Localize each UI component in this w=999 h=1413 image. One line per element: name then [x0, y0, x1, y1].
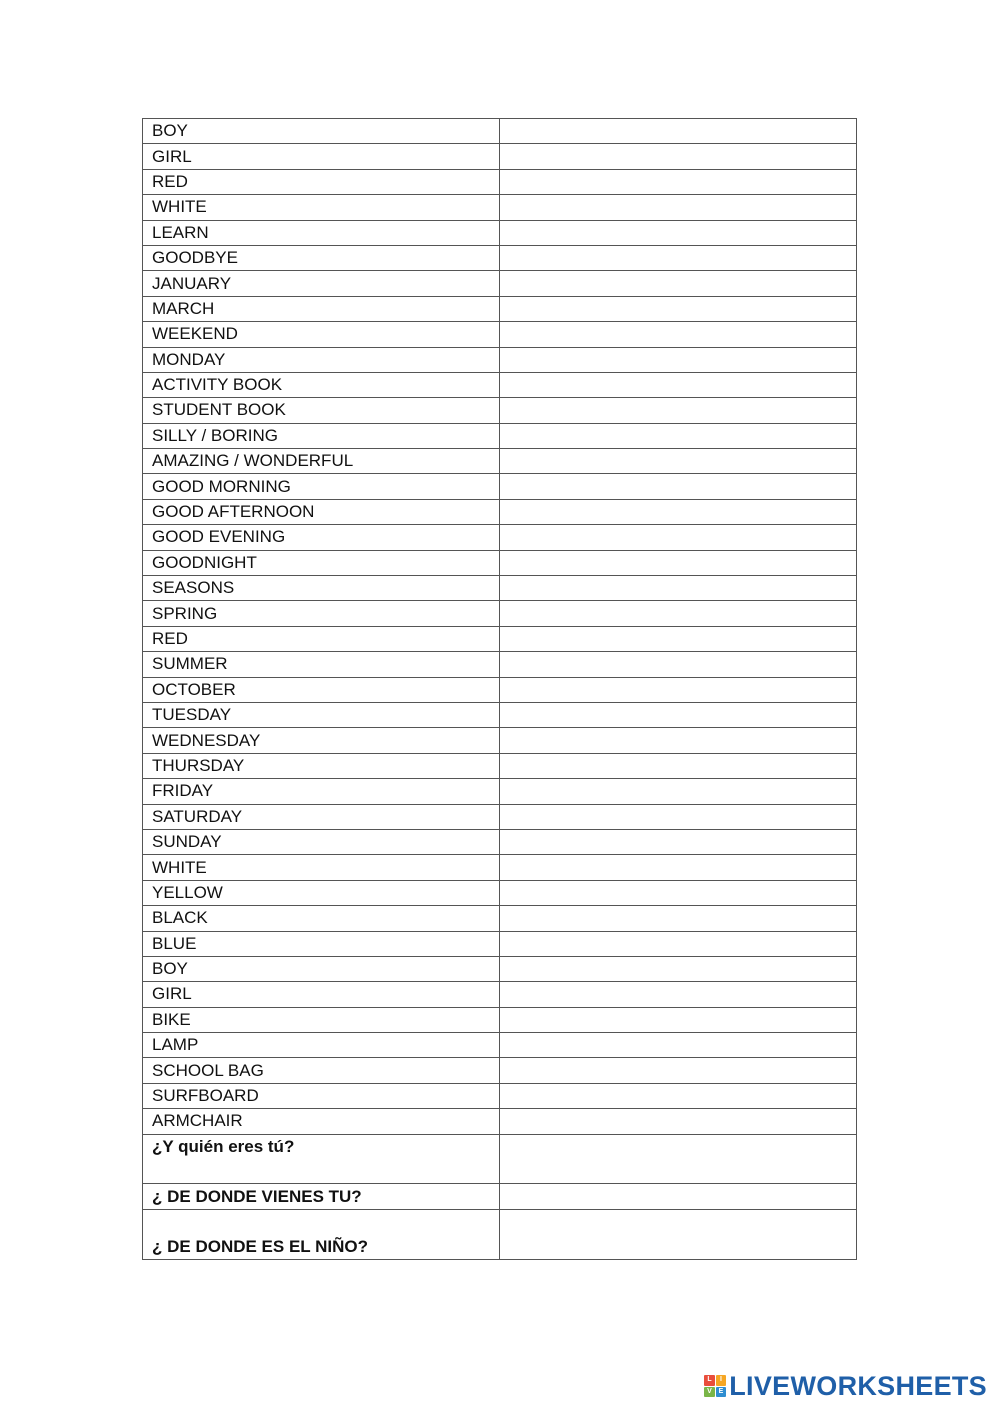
table-row: [143, 982, 857, 1007]
vocabulary-word: STUDENT BOOK: [143, 398, 500, 423]
logo-tile: L: [704, 1375, 715, 1386]
vocabulary-word: ¿Y quién eres tú?: [143, 1134, 500, 1184]
table-row: [143, 1007, 857, 1032]
answer-field[interactable]: [500, 779, 857, 804]
vocabulary-word: WEEKEND: [143, 322, 500, 347]
answer-field[interactable]: [500, 1109, 857, 1134]
table-row: [143, 702, 857, 727]
vocabulary-word: THURSDAY: [143, 753, 500, 778]
table-row: [143, 906, 857, 931]
answer-field[interactable]: [500, 855, 857, 880]
vocabulary-word: ¿ DE DONDE ES EL NIÑO?: [143, 1209, 500, 1259]
vocabulary-word: RED: [143, 626, 500, 651]
table-row: [143, 245, 857, 270]
table-row: [143, 322, 857, 347]
vocabulary-word: LAMP: [143, 1033, 500, 1058]
vocabulary-word: WEDNESDAY: [143, 728, 500, 753]
table-row: [143, 144, 857, 169]
table-row: [143, 474, 857, 499]
vocabulary-word: BLUE: [143, 931, 500, 956]
table-row: [143, 804, 857, 829]
table-row: [143, 956, 857, 981]
vocabulary-word: OCTOBER: [143, 677, 500, 702]
vocabulary-table: [142, 118, 857, 1260]
table-row: [143, 550, 857, 575]
vocabulary-word: GIRL: [143, 982, 500, 1007]
table-row: [143, 499, 857, 524]
vocabulary-word: WHITE: [143, 855, 500, 880]
vocabulary-word: BLACK: [143, 906, 500, 931]
table-row: [143, 347, 857, 372]
answer-field[interactable]: [500, 1058, 857, 1083]
vocabulary-word: FRIDAY: [143, 779, 500, 804]
vocabulary-word: SILLY / BORING: [143, 423, 500, 448]
answer-field[interactable]: [500, 829, 857, 854]
answer-field[interactable]: [500, 245, 857, 270]
table-row: [143, 1033, 857, 1058]
answer-field[interactable]: [500, 702, 857, 727]
liveworksheets-logo: [704, 1371, 987, 1401]
vocabulary-word: SPRING: [143, 601, 500, 626]
answer-field[interactable]: [500, 169, 857, 194]
vocabulary-word: AMAZING / WONDERFUL: [143, 449, 500, 474]
table-row: [143, 1184, 857, 1209]
vocabulary-word: GIRL: [143, 144, 500, 169]
answer-field[interactable]: [500, 601, 857, 626]
logo-tile: I: [716, 1375, 727, 1386]
answer-field[interactable]: [500, 982, 857, 1007]
answer-field[interactable]: [500, 1083, 857, 1108]
vocabulary-word: ACTIVITY BOOK: [143, 372, 500, 397]
answer-field[interactable]: [500, 296, 857, 321]
table-row: [143, 119, 857, 144]
vocabulary-word: LEARN: [143, 220, 500, 245]
answer-field[interactable]: [500, 423, 857, 448]
table-row: [143, 372, 857, 397]
table-row: [143, 423, 857, 448]
vocabulary-word: RED: [143, 169, 500, 194]
vocabulary-word: SEASONS: [143, 576, 500, 601]
vocabulary-word: GOODNIGHT: [143, 550, 500, 575]
vocabulary-word: BIKE: [143, 1007, 500, 1032]
answer-field[interactable]: [500, 271, 857, 296]
answer-field[interactable]: [500, 626, 857, 651]
table-row: [143, 220, 857, 245]
answer-field[interactable]: [500, 677, 857, 702]
table-row: [143, 576, 857, 601]
table-row: [143, 677, 857, 702]
table-row: [143, 296, 857, 321]
vocabulary-word: TUESDAY: [143, 702, 500, 727]
vocabulary-word: SCHOOL BAG: [143, 1058, 500, 1083]
vocabulary-word: SUMMER: [143, 652, 500, 677]
table-row: [143, 271, 857, 296]
vocabulary-word: ARMCHAIR: [143, 1109, 500, 1134]
answer-field[interactable]: [500, 195, 857, 220]
vocabulary-word: MONDAY: [143, 347, 500, 372]
table-row: [143, 601, 857, 626]
answer-field[interactable]: [500, 956, 857, 981]
answer-field[interactable]: [500, 347, 857, 372]
table-row: [143, 728, 857, 753]
answer-field[interactable]: [500, 220, 857, 245]
table-row: [143, 626, 857, 651]
vocabulary-word: YELLOW: [143, 880, 500, 905]
table-row: [143, 195, 857, 220]
vocabulary-word: SURFBOARD: [143, 1083, 500, 1108]
vocabulary-word: SUNDAY: [143, 829, 500, 854]
logo-tile: V: [704, 1387, 715, 1398]
table-row: [143, 880, 857, 905]
answer-field[interactable]: [500, 931, 857, 956]
vocabulary-word: ¿ DE DONDE VIENES TU?: [143, 1184, 500, 1209]
answer-field[interactable]: [500, 906, 857, 931]
table-row: [143, 931, 857, 956]
answer-field[interactable]: [500, 1184, 857, 1209]
answer-field[interactable]: [500, 499, 857, 524]
answer-field[interactable]: [500, 652, 857, 677]
answer-field[interactable]: [500, 550, 857, 575]
answer-field[interactable]: [500, 474, 857, 499]
table-row: [143, 1209, 857, 1259]
vocabulary-word: BOY: [143, 119, 500, 144]
answer-field[interactable]: [500, 144, 857, 169]
answer-field[interactable]: [500, 1134, 857, 1184]
table-row: [143, 398, 857, 423]
vocabulary-word: MARCH: [143, 296, 500, 321]
liveworksheets-logo-icon: [704, 1375, 726, 1397]
answer-field[interactable]: [500, 1007, 857, 1032]
table-row: [143, 652, 857, 677]
liveworksheets-wordmark: LIVEWORKSHEETS: [729, 1370, 987, 1401]
answer-field[interactable]: [500, 728, 857, 753]
vocabulary-word: BOY: [143, 956, 500, 981]
answer-field[interactable]: [500, 880, 857, 905]
vocabulary-table-body: [143, 119, 857, 1260]
table-row: [143, 1058, 857, 1083]
vocabulary-word: GOOD EVENING: [143, 525, 500, 550]
logo-tile: E: [716, 1387, 727, 1398]
vocabulary-word: SATURDAY: [143, 804, 500, 829]
vocabulary-word: WHITE: [143, 195, 500, 220]
answer-field[interactable]: [500, 398, 857, 423]
answer-field[interactable]: [500, 525, 857, 550]
answer-field[interactable]: [500, 1033, 857, 1058]
table-row: [143, 1083, 857, 1108]
answer-field[interactable]: [500, 322, 857, 347]
table-row: [143, 829, 857, 854]
vocabulary-word: GOODBYE: [143, 245, 500, 270]
table-row: [143, 753, 857, 778]
vocabulary-word: JANUARY: [143, 271, 500, 296]
table-row: [143, 1134, 857, 1184]
answer-field[interactable]: [500, 449, 857, 474]
answer-field[interactable]: [500, 804, 857, 829]
table-row: [143, 1109, 857, 1134]
answer-field[interactable]: [500, 1209, 857, 1259]
table-row: [143, 525, 857, 550]
table-row: [143, 449, 857, 474]
table-row: [143, 855, 857, 880]
answer-field[interactable]: [500, 576, 857, 601]
table-row: [143, 169, 857, 194]
vocabulary-word: GOOD AFTERNOON: [143, 499, 500, 524]
table-row: [143, 779, 857, 804]
answer-field[interactable]: [500, 372, 857, 397]
vocabulary-word: GOOD MORNING: [143, 474, 500, 499]
answer-field[interactable]: [500, 119, 857, 144]
answer-field[interactable]: [500, 753, 857, 778]
